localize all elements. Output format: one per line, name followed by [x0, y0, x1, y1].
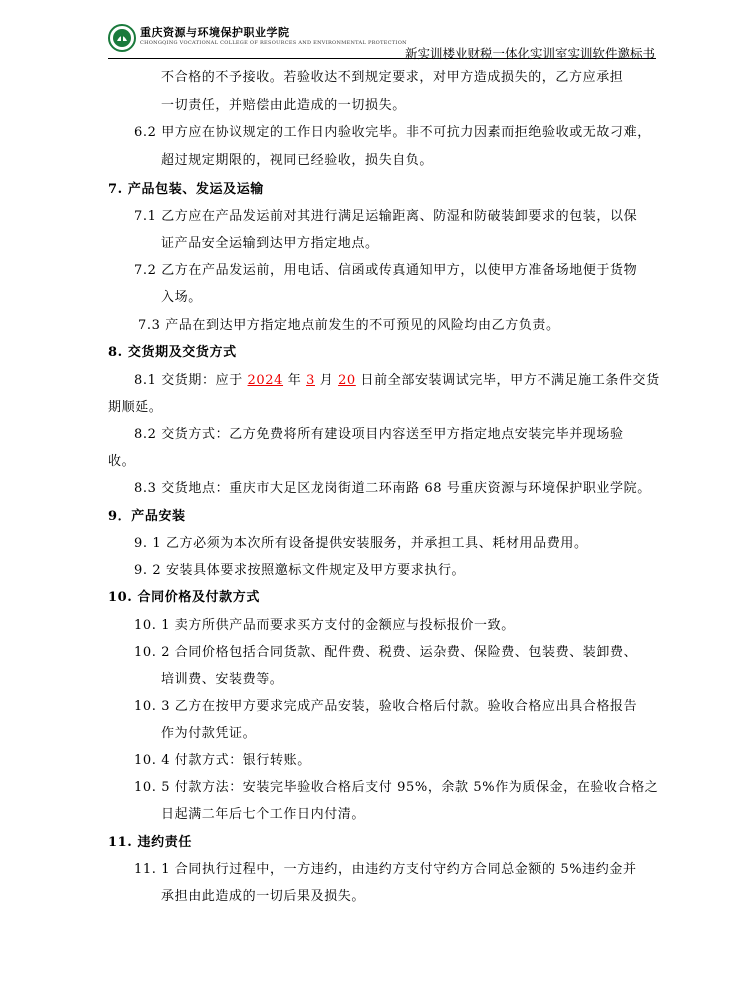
delivery-date-suffix: 日前全部安装调试完毕，甲方不满足施工条件交货	[355, 373, 660, 388]
school-emblem-icon	[108, 24, 136, 52]
month-unit: 月	[314, 373, 339, 388]
delivery-day: 20	[338, 373, 356, 388]
text-line: 10. 1 卖方所供产品而要求买方支付的金额应与投标报价一致。	[134, 618, 515, 633]
page-header	[0, 0, 750, 60]
text-line: 10. 2 合同价格包括合同货款、配件费、税费、运杂费、保险费、包装费、装卸费、	[134, 645, 638, 660]
text-line: 不合格的不予接收。若验收达不到规定要求，对甲方造成损失的，乙方应承担	[161, 70, 624, 85]
text-line: 9. 1 乙方必须为本次所有设备提供安装服务，并承担工具、耗材用品费用。	[134, 536, 588, 551]
text-line: 一切责任，并赔偿由此造成的一切损失。	[161, 98, 406, 113]
section-heading-11: 11. 违约责任	[108, 835, 192, 850]
text-line: 培训费、安装费等。	[161, 672, 284, 687]
section-heading-10: 10. 合同价格及付款方式	[108, 590, 260, 605]
text-line: 证产品安全运输到达甲方指定地点。	[161, 236, 379, 251]
document-title: 新实训楼业财税一体化实训室实训软件邀标书	[404, 46, 655, 61]
section-heading-9: 9．产品安装	[108, 509, 186, 524]
text-line: 7.2 乙方在产品发运前，用电话、信函或传真通知甲方，以使甲方准备场地便于货物	[134, 263, 638, 278]
text-line: 8.3 交货地点：重庆市大足区龙岗街道二环南路 68 号重庆资源与环境保护职业学院。	[134, 481, 651, 496]
text-line: 8.2 交货方式：乙方免费将所有建设项目内容送至甲方指定地点安装完毕并现场验	[134, 427, 624, 442]
school-name-en: CHONGQING VOCATIONAL COLLEGE OF RESOURCES AND ENVIRONMENTAL PROTECTION	[140, 40, 407, 46]
text-line: 10. 3 乙方在按甲方要求完成产品安装，验收合格后付款。验收合格应出具合格报告	[134, 699, 638, 714]
text-line: 11. 1 合同执行过程中，一方违约，由违约方支付守约方合同总金额的 5%违约金并	[134, 862, 637, 877]
year-unit: 年	[283, 373, 307, 388]
text-line: 7.3 产品在到达甲方指定地点前发生的不可预见的风险均由乙方负责。	[138, 318, 560, 333]
section-heading-7: 7. 产品包装、发运及运输	[108, 182, 264, 197]
delivery-date-prefix: 8.1 交货期：应于	[134, 373, 248, 388]
text-line-delivery-date	[134, 369, 660, 388]
text-line: 超过规定期限的，视同已经验收，损失自负。	[161, 153, 434, 168]
text-line: 日起满二年后七个工作日内付清。	[161, 807, 366, 822]
text-line: 9. 2 安装具体要求按照邀标文件规定及甲方要求执行。	[134, 563, 466, 578]
school-name-cn: 重庆资源与环境保护职业学院	[140, 26, 290, 39]
text-line: 入场。	[161, 290, 202, 305]
header-rule	[108, 58, 656, 59]
text-line: 收。	[108, 454, 136, 469]
text-line: 7.1 乙方应在产品发运前对其进行满足运输距离、防湿和防破装卸要求的包装，以保	[134, 209, 638, 224]
text-line: 期顺延。	[108, 400, 163, 415]
text-line: 10. 5 付款方法：安装完毕验收合格后支付 95%，余款 5%作为质保金，在验收合格之	[134, 780, 659, 795]
text-line: 10. 4 付款方式：银行转账。	[134, 753, 311, 768]
text-line: 作为付款凭证。	[161, 726, 257, 741]
delivery-year: 2024	[247, 373, 284, 388]
delivery-month: 3	[306, 373, 315, 388]
text-line: 承担由此造成的一切后果及损失。	[161, 889, 366, 904]
text-line: 6.2 甲方应在协议规定的工作日内验收完毕。非不可抗力因素而拒绝验收或无故刁难，	[134, 125, 651, 140]
section-heading-8: 8. 交货期及交货方式	[108, 345, 237, 360]
